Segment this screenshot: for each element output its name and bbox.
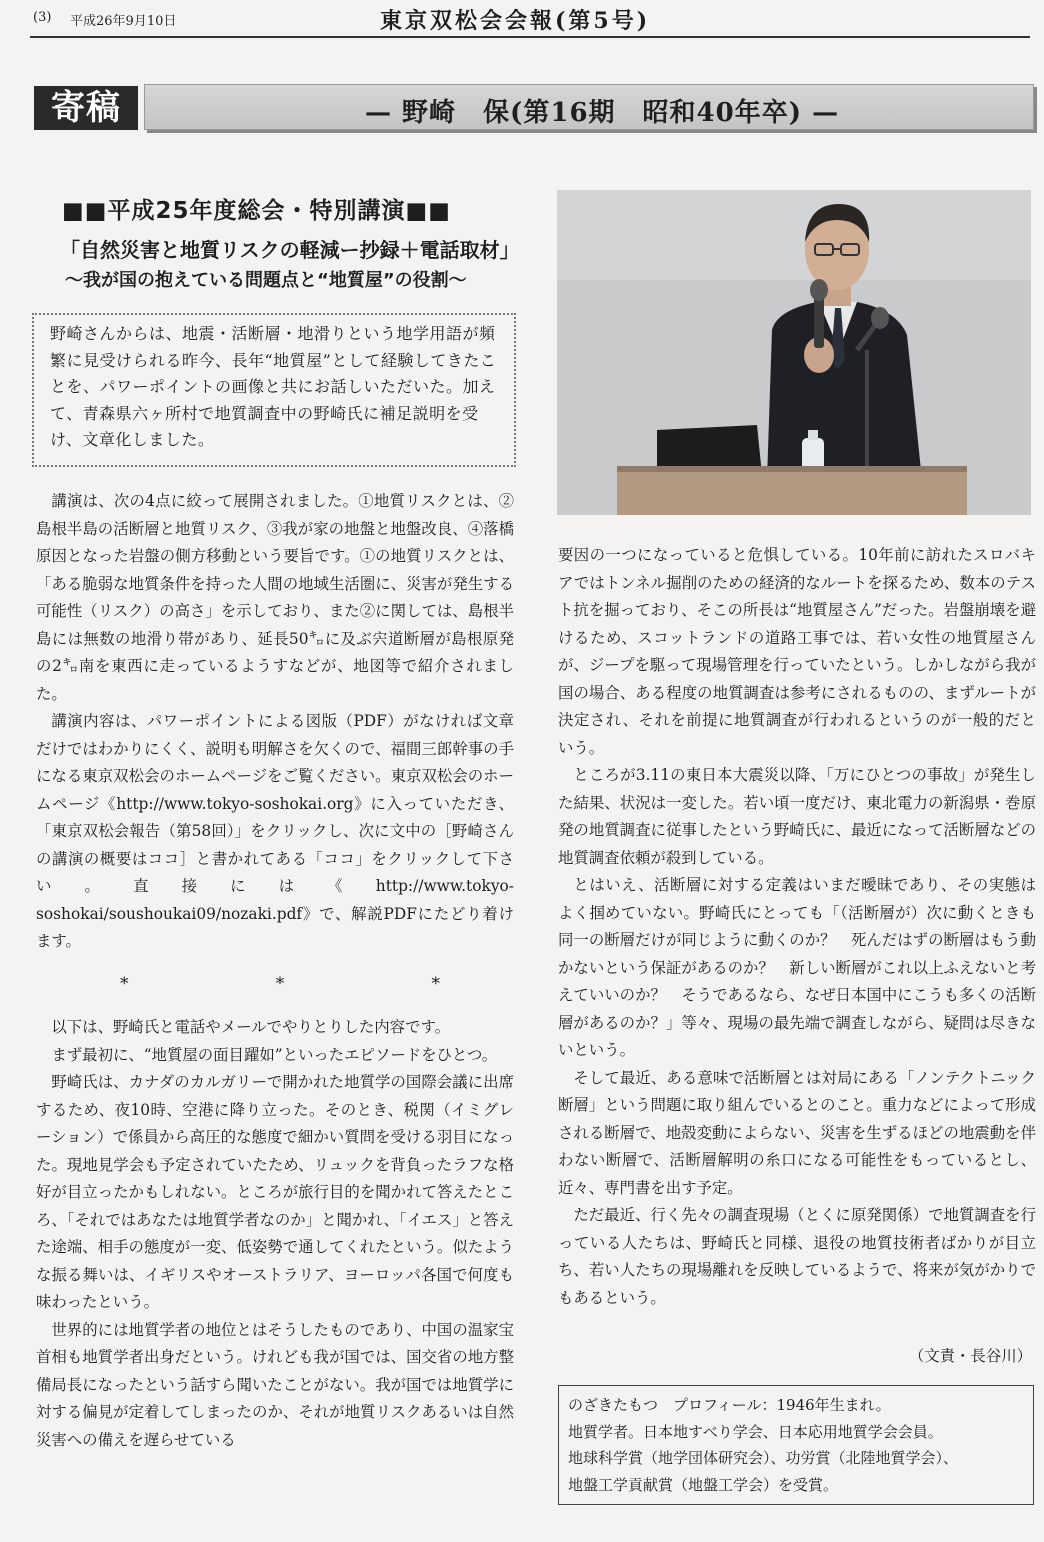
speaker-photo (557, 190, 1031, 515)
section-separator (120, 974, 440, 994)
paragraph: 要因の一つになっていると危惧している。10年前に訪れたスロバキアではトンネル掘削のための経済的なルートを探るため、数本のテスト抗を掘っており、そこの所長は“地質屋さん”だった。岩盤崩壊を避けるため、スコットランドの道路工事では、若い女性の地質屋さんが、ジープを駆って現場管理を行っていたという。しかしながら我が国の場合、ある程度の地質調査は参考にされるものの、まずルートが決定され、それを前提に地質調査が行われるというのが一般的だという。 (558, 546, 1036, 757)
paragraph: ただ最近、行く先々の調査現場（とくに原発関係）で地質調査を行っている人たちは、野崎氏と同様、退役の地質技術者ばかりが目立ち、若い人たちの現場離れを反映しているようで、将来が気がかりでもあるという。 (558, 1206, 1036, 1307)
profile-text (568, 1392, 1028, 1498)
asterisk: * (431, 974, 440, 994)
issue-date: 平成26年9月10日 (70, 14, 177, 29)
paragraph: ところが3.11の東日本大震災以降、「万にひとつの事故」が発生した結果、状況は一変した。若い頃一度だけ、東北電力の新潟県・巻原発の地質調査に従事したという野崎氏に、最近になって活断層などの地質調査依頼が殺到している。 (558, 766, 1036, 867)
paragraph: 野崎氏は、カナダのカルガリーで開かれた地質学の国際会議に出席するため、夜10時、空港に降り立った。そのとき、税関（イミグレーション）で係員から高圧的な態度で細かい質問を受ける羽目になった。現地見学会も予定されていたため、リュックを背負ったラフな格好が目立ったかもしれない。ところが旅行目的を聞かれて答えたところ、「それではあなたは地質学者なのか」と聞かれ、「イエス」と答えた途端、相手の態度が一変、低姿勢で通してくれたという。似たような振る舞いは、イギリスやオーストラリア、ヨーロッパ各国で何度も味わったという。 (36, 1073, 514, 1311)
author-credit: （文責・長谷川） (908, 1347, 1032, 1365)
paragraph: とはいえ、活断層に対する定義はいまだ曖昧であり、その実態はよく掴めていない。野崎氏にとっても「（活断層が）次に動くときも同一の断層だけが同じように動くのか？ 死んだはずの断層はもう動かないという保証があるのか？ 新しい断層がこれ以上ふえないと考えていいのか？ そうであるなら、なぜ日本国中にこうも多くの活断層があるのか？」等々、現場の最先端で調査しながら、疑問は尽きないという。 (558, 876, 1036, 1059)
profile-line: 地質学者。日本地すべり学会、日本応用地質学会会員。 (568, 1422, 943, 1441)
asterisk: * (275, 974, 285, 994)
intro-text: 野崎さんからは、地震・活断層・地滑りという地学用語が頻繁に見受けられる昨今、長年“地質屋”として経験してきたことを、パワーポイントの画像と共にお話しいただいた。加えて、青森県六ヶ所村で地質調査中の野崎氏に補足説明を受け、文章化しました。 (50, 324, 497, 449)
paragraph: 講演は、次の4点に絞って展開されました。①地質リスクとは、②島根半島の活断層と地質リスク、③我が家の地盤と地盤改良、④落橋原因となった岩盤の側方移動という要旨です。①の地質リスクとは、「ある脆弱な地質条件を持った人間の地域生活圏に、災害が発生する可能性（リスク）の高さ」を示しており、また②に関しては、島根半島には無数の地滑り帯があり、延長50㌔に及ぶ宍道断層が島根原発の2㌔南を東西に走っているようすなどが、地図等で紹介されました。 (36, 492, 514, 703)
paragraph: 以下は、野崎氏と電話やメールでやりとりした内容です。 (51, 1018, 451, 1036)
section-label: ■■平成25年度総会・特別講演■■ (62, 198, 451, 224)
asterisk: * (120, 974, 129, 994)
paragraph: そして最近、ある意味で活断層とは対局にある「ノンテクトニック断層」という問題に取り組んでいるとのこと。重力などによって形成される断層で、地殻変動によらない、災害を生ずるほどの地震動を伴わない断層で、活断層解明の糸口になる可能性をもっているとし、近々、専門書を出す予定。 (558, 1068, 1036, 1197)
paragraph: 講演内容は、パワーポイントによる図版（PDF）がなければ文章だけではわかりにくく、説明も明解さを欠くので、福間三郎幹事の手になる東京双松会のホームページをご覧ください。東京双松会のホームページ《http://www.tokyo-soshokai.org》に入っていただき、「東京双松会報告（第58回）」をクリックし、次に文中の［野崎さんの講演の概要はココ］と書かれてある「ココ」をクリックして下さい。直接には《http://www.tokyo-soshokai/soushoukai09/nozaki.pdf》で、解説PDFにたどり着けます。 (36, 712, 514, 950)
contribution-badge: 寄稿 (34, 86, 138, 130)
right-column (558, 542, 1036, 1312)
profile-line: 地盤工学貢献賞（地盤工学会）を受賞。 (568, 1475, 839, 1494)
paragraph: まず最初に、“地質屋の面目躍如”といったエピソードをひとつ。 (51, 1045, 498, 1064)
left-column-top (36, 488, 514, 956)
author-line: — 野崎 保(第16期 昭和40年卒) — (365, 98, 840, 128)
speaker-illustration (557, 190, 1031, 515)
paragraph: 世界的には地質学者の地位とはそうしたものであり、中国の温家宝首相も地質学者出身だという。けれども我が国では、国交省の地方整備局長になったという話すら聞いたことがない。我が国では地質学に対する偏見が定着してしまったのか、それが地質リスクあるいは自然災害への備えを遅らせている (36, 1320, 514, 1449)
page-number: (3) (33, 10, 52, 25)
lecture-subtitle: 〜我が国の抱えている問題点と“地質屋”の役割〜 (65, 270, 467, 291)
newsletter-title: 東京双松会会報(第5号) (380, 8, 651, 34)
lecture-title: 「自然災害と地質リスクの軽減ー抄録＋電話取材」 (60, 238, 520, 262)
left-column-bottom (36, 1014, 514, 1454)
profile-line: 地球科学賞（地学団体研究会）、功労賞（北陸地質学会）、 (568, 1449, 959, 1467)
profile-line: のざきたもつ プロフィール：1946年生まれ。 (568, 1396, 891, 1414)
